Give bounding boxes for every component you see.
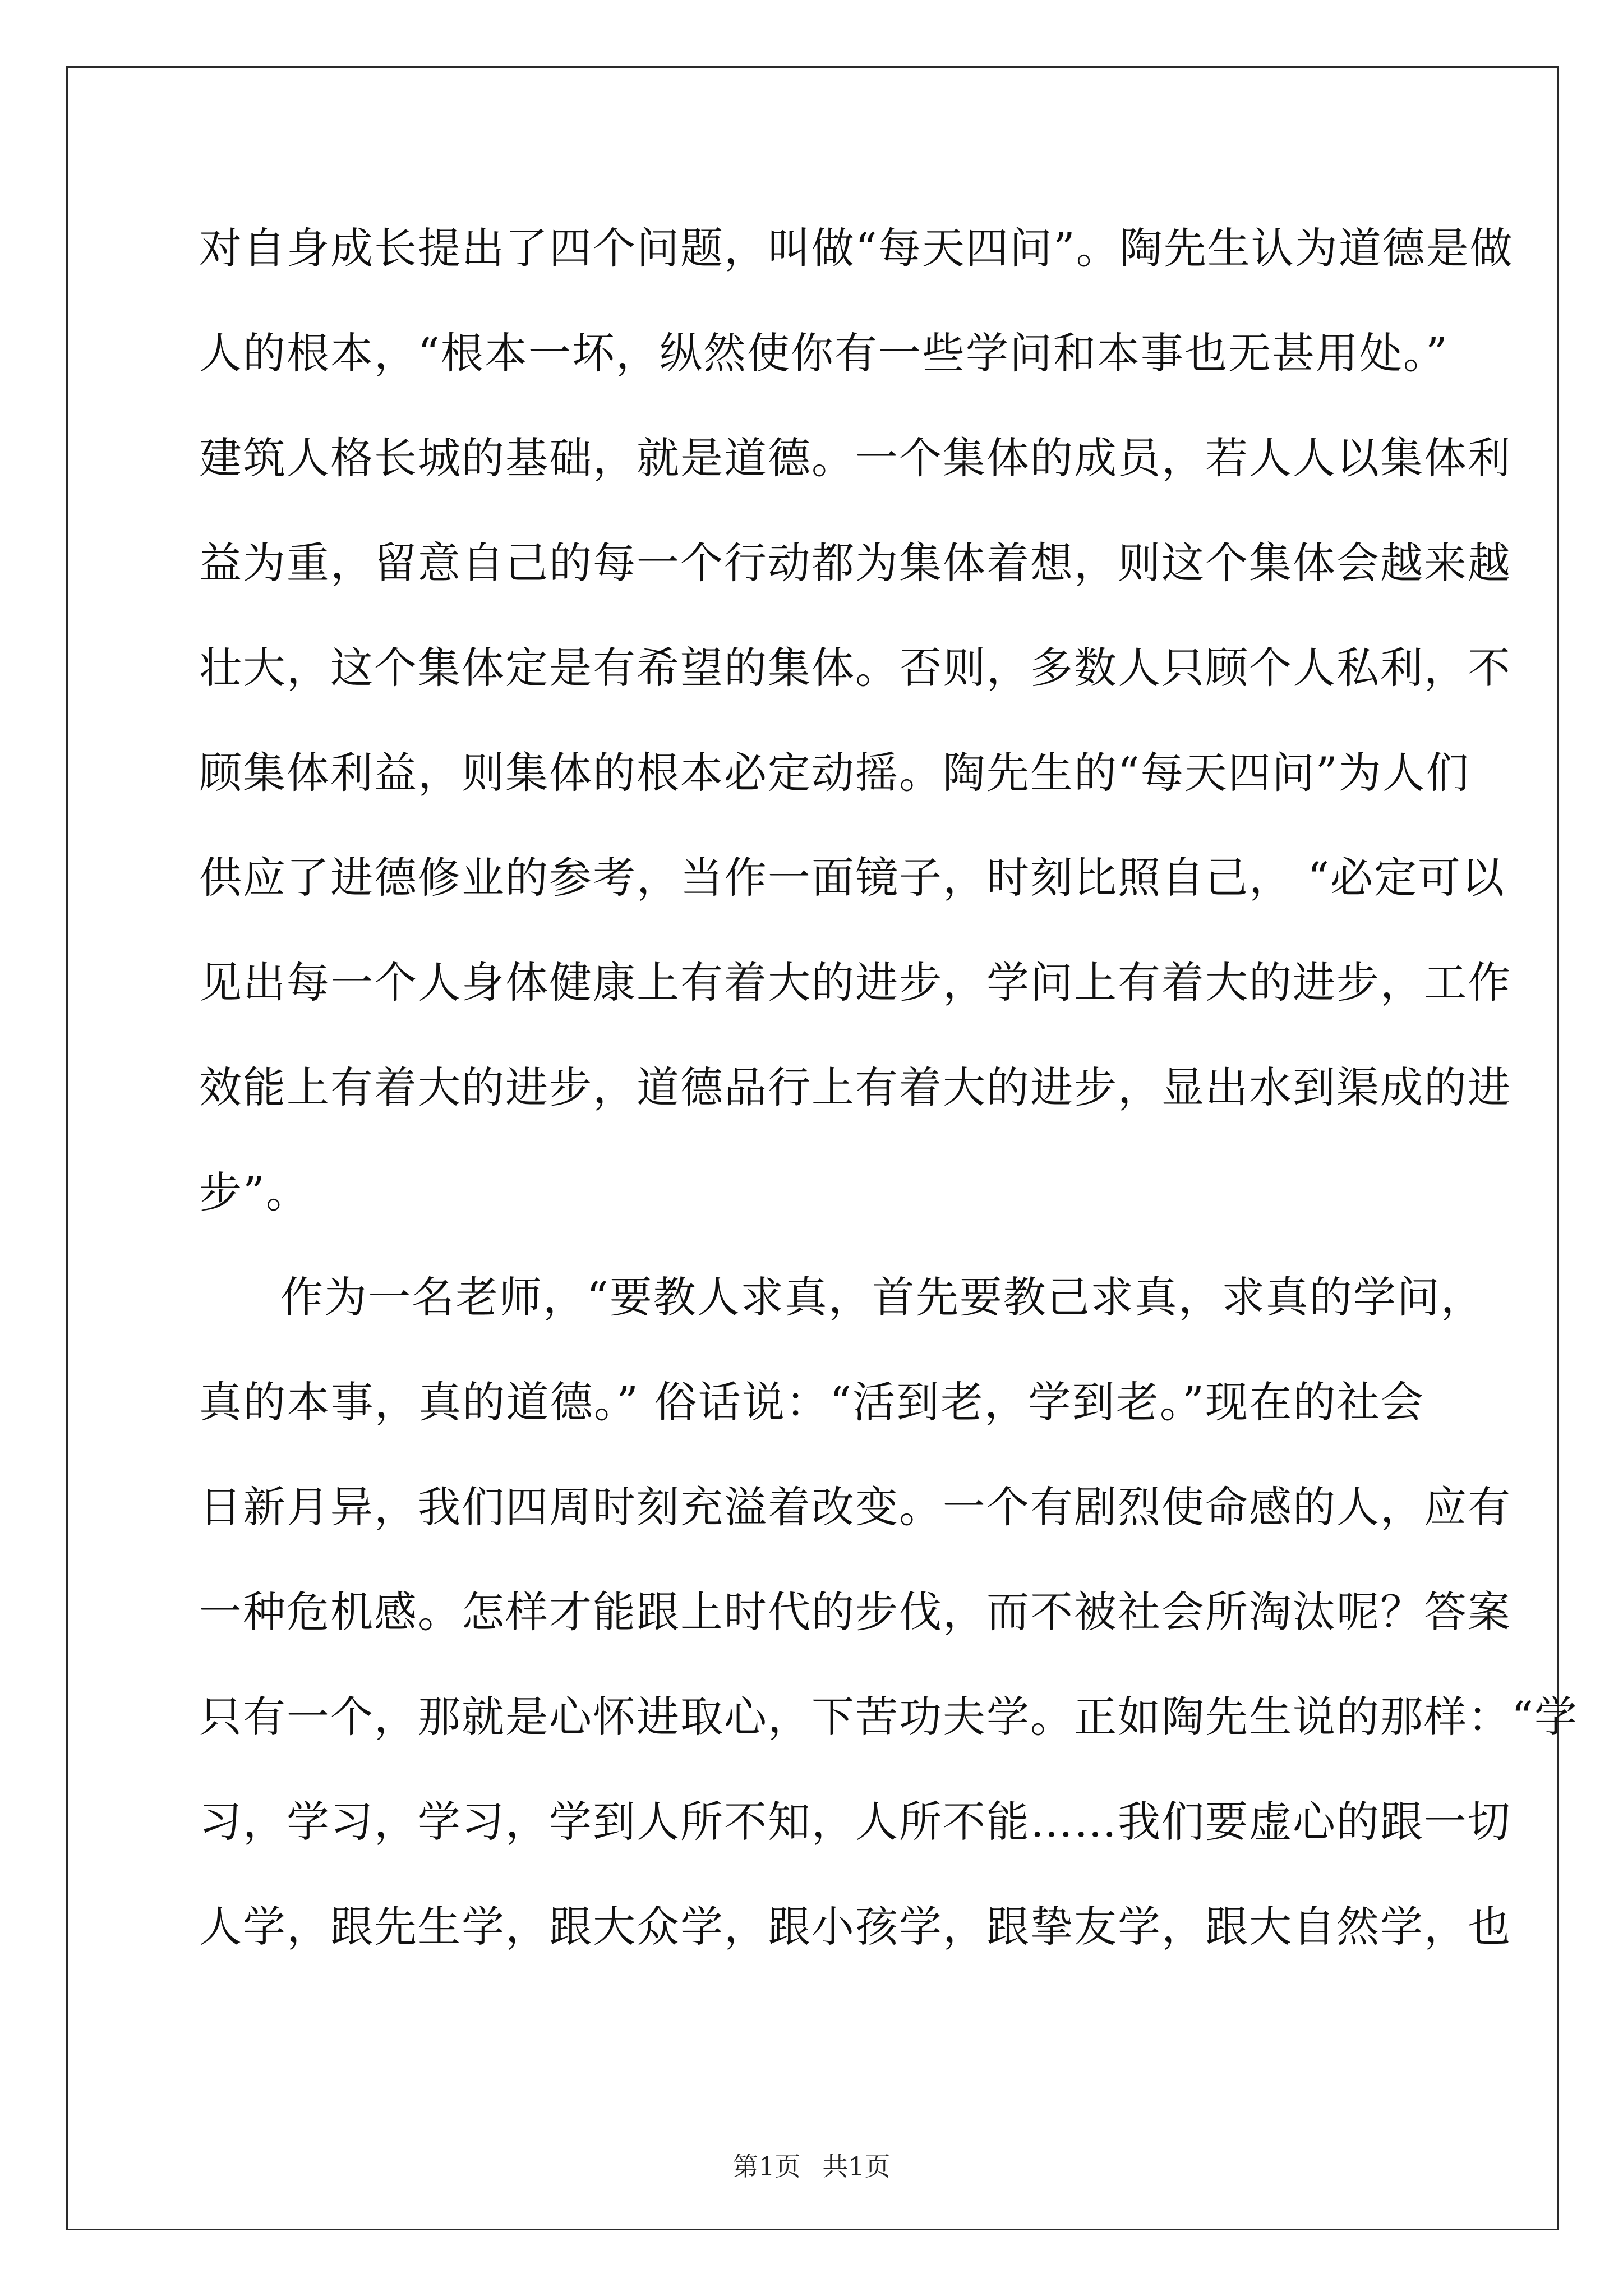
- text-line: 只有一个，那就是心怀进取心，下苦功夫学。正如陶先生说的那样：“学: [199, 1692, 1578, 1742]
- text-line: 建筑人格长城的基础，就是道德。一个集体的成员，若人人以集体利: [199, 433, 1511, 483]
- text-line: 效能上有着大的进步，道德品行上有着大的进步，显出水到渠成的进: [199, 1062, 1511, 1112]
- text-line: 对自身成长提出了四个问题，叫做“每天四问”。陶先生认为道德是做: [199, 223, 1514, 273]
- text-line: 益为重，留意自己的每一个行动都为集体着想，则这个集体会越来越: [199, 538, 1511, 588]
- text-line: 供应了进德修业的参考，当作一面镜子，时刻比照自己， “必定可以: [199, 853, 1506, 903]
- text-line: 步”。: [199, 1167, 310, 1217]
- text-line: 日新月异，我们四周时刻充溢着改变。一个有剧烈使命感的人，应有: [199, 1482, 1511, 1532]
- text-line: 顾集体利益，则集体的根本必定动摇。陶先生的“每天四问”为人们: [199, 748, 1470, 798]
- page-footer: [0, 2150, 1623, 2183]
- text-line: 真的本事，真的道德。” 俗话说：“活到老，学到老。”现在的社会: [199, 1377, 1424, 1427]
- text-line: 习，学习，学习，学到人所不知，人所不能……我们要虚心的跟一切: [199, 1797, 1511, 1847]
- page-number: 第1页: [732, 2151, 801, 2182]
- text-line: 见出每一个人身体健康上有着大的进步，学问上有着大的进步，工作: [199, 958, 1511, 1007]
- text-line: 人的根本，“根本一坏，纵然使你有一些学问和本事也无甚用处。”: [199, 328, 1449, 378]
- page-total: 共1页: [822, 2151, 891, 2182]
- paragraph-first-line: 作为一名老师，“要教人求真，首先要教己求真，求真的学问，: [280, 1272, 1484, 1322]
- text-line: 一种危机感。怎样才能跟上时代的步伐，而不被社会所淘汰呢？答案: [199, 1587, 1511, 1637]
- text-line: 壮大，这个集体定是有希望的集体。否则，多数人只顾个人私利，不: [199, 643, 1511, 693]
- text-line: 人学，跟先生学，跟大众学，跟小孩学，跟挚友学，跟大自然学，也: [199, 1902, 1511, 1952]
